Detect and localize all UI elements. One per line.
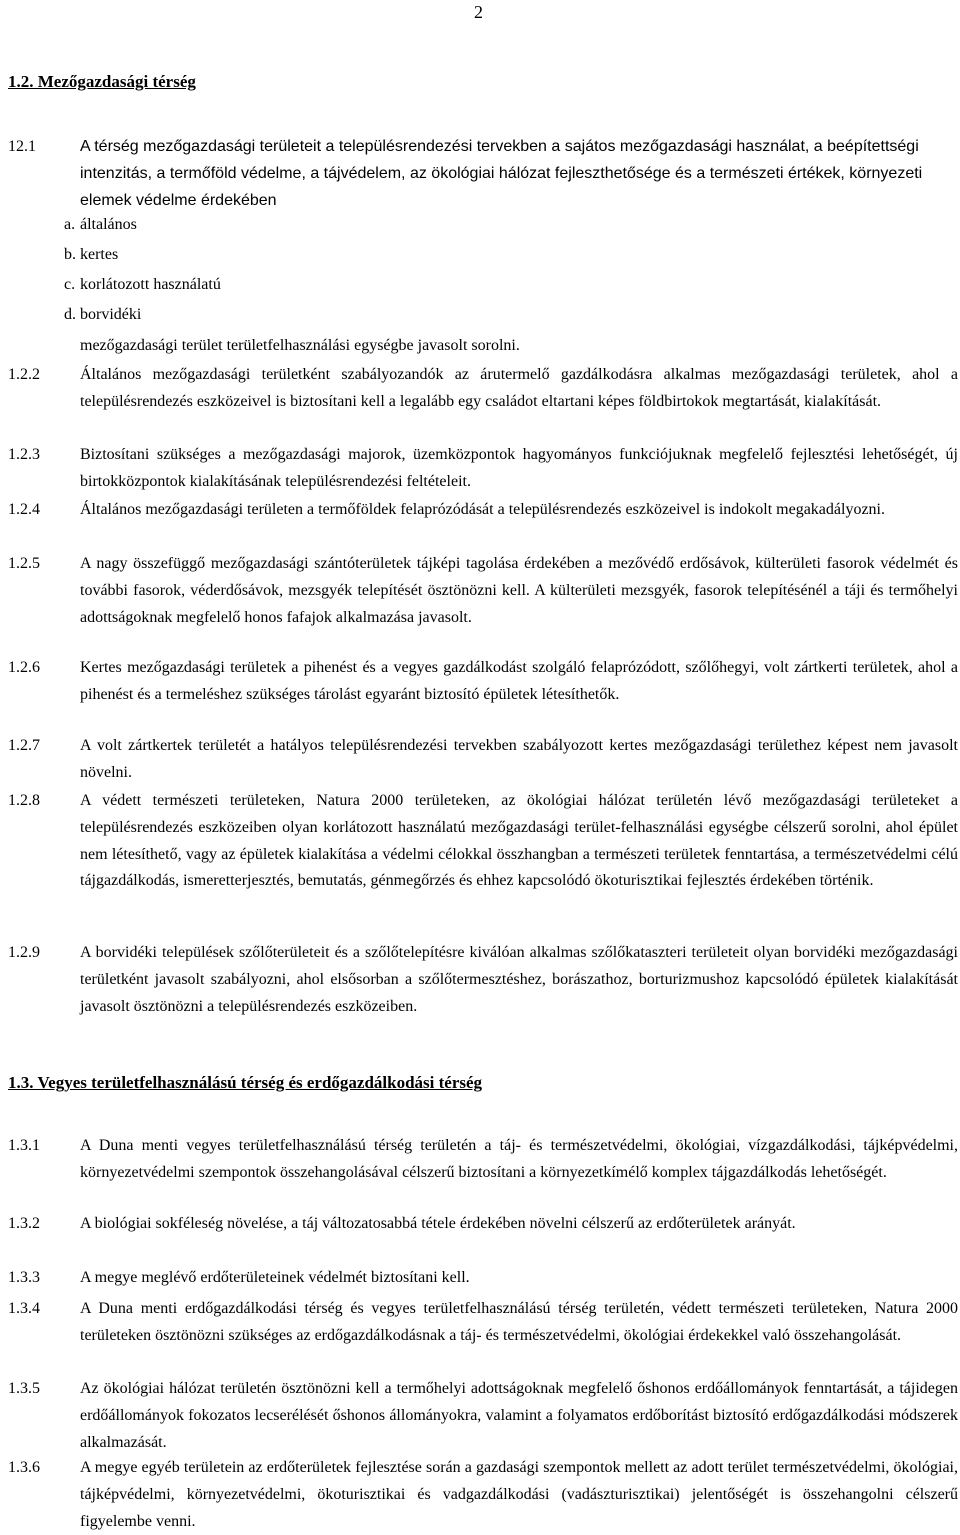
option-label: b.: [64, 246, 76, 263]
paragraph-1-2-4: [8, 497, 958, 524]
paragraph-closing: mezőgazdasági terület területfelhasználási egységbe javasolt sorolni.: [80, 337, 520, 354]
paragraph-number: 12.1: [8, 138, 36, 155]
option-item: [64, 210, 137, 241]
paragraph-number: 1.2.8: [8, 792, 40, 809]
paragraph-number: 1.2.3: [8, 446, 40, 463]
paragraph-1-2-3: [8, 442, 958, 496]
paragraph-number: 1.3.2: [8, 1215, 40, 1232]
paragraph-text: Általános mezőgazdasági területen a termőföldek felaprózódását a településrendezés eszközeivel is indokolt megakadályozni.: [80, 501, 885, 518]
paragraph-number: 1.2.4: [8, 501, 40, 518]
option-text: általános: [80, 216, 137, 233]
paragraph-1-2-9: [8, 940, 958, 1020]
paragraph-1-3-2: [8, 1211, 958, 1238]
option-item: [64, 300, 141, 331]
option-label: d.: [64, 306, 76, 323]
paragraph-number: 1.3.6: [8, 1459, 40, 1476]
paragraph-number: 1.2.2: [8, 366, 40, 383]
option-text: korlátozott használatú: [80, 276, 221, 293]
paragraph-text: A védett természeti területeken, Natura 2000 területeken, az ökológiai hálózat területén lévő mezőgazdasági területeket a településrendezés eszközeiben olyan korlátozott használatú mezőgazdasági terület-felhasználási egységbe célszerű sorolni, ahol épület nem létesíthető, vagy az épületek kialakítása a védelmi célokkal összhangban a természeti területek fenntartása, a természetvédelmi célú tájgazdálkodás, ismeretterjesztés, bemutatás, génmegőrzés és ehhez kapcsolódó ökoturisztikai fejlesztés érdekében történik.: [80, 792, 958, 890]
section-title-1-2: 1.2. Mezőgazdasági térség: [8, 72, 196, 91]
paragraph-1-3-6: [8, 1455, 958, 1535]
paragraph-number: 1.2.9: [8, 944, 40, 961]
paragraph-1-2-8: [8, 788, 958, 895]
paragraph-text: A megye egyéb területein az erdőterületek fejlesztése során a gazdasági szempontok mellett az adott terület természetvédelmi, ökológiai, tájképvédelmi, környezetvédelmi, ökoturisztikai és vadgazdálkodási (vadászturisztikai) jelentőségét is összehangolni célszerű figyelembe venni.: [80, 1459, 958, 1530]
paragraph-text: A megye meglévő erdőterületeinek védelmét biztosítani kell.: [80, 1269, 470, 1286]
paragraph-text: Kertes mezőgazdasági területek a pihenést és a vegyes gazdálkodást szolgáló felaprózódott, szőlőhegyi, volt zártkerti területek, ahol a pihenést és a termeléshez szükséges tárolást egyaránt biztosító épületek létesíthetők.: [80, 659, 958, 703]
paragraph-number: 1.3.4: [8, 1300, 40, 1317]
paragraph-number: 1.2.6: [8, 659, 40, 676]
paragraph-text: Az ökológiai hálózat területén ösztönözni kell a termőhelyi adottságoknak megfelelő őshonos erdőállományok fenntartását, a tájidegen erdőállományok fokozatos lecserélését őshonos állományokra, valamint a folyamatos erdőborítást biztosító erdőgazdálkodási módszerek alkalmazását.: [80, 1380, 958, 1451]
paragraph-1-2-2: [8, 362, 958, 416]
paragraph-text: Általános mezőgazdasági területként szabályozandók az árutermelő gazdálkodásra alkalmas mezőgazdasági területek, ahol a településrendezés eszközeivel is biztosítani kell a legalább egy családot eltartani képes földbirtokok megtartását, kialakítását.: [80, 366, 958, 410]
paragraph-text: A nagy összefüggő mezőgazdasági szántóterületek tájképi tagolása érdekében a mezővédő erdősávok, külterületi fasorok védelmét és további fasorok, véderdősávok, mezsgyék telepítését ösztönözni kell. A külterületi mezsgyék, fasorok telepítésénél a táji és termőhelyi adottságoknak megfelelő honos fafajok alkalmazása javasolt.: [80, 555, 958, 626]
paragraph-number: 1.3.5: [8, 1380, 40, 1397]
paragraph-1-2-6: [8, 655, 958, 709]
paragraph-text: A volt zártkertek területét a hatályos településrendezési tervekben szabályozott kertes mezőgazdasági területhez képest nem javasolt növelni.: [80, 737, 958, 781]
page-number: 2: [474, 2, 483, 22]
paragraph-text: A biológiai sokféleség növelése, a táj változatosabbá tétele érdekében növelni célszerű az erdőterületek arányát.: [80, 1215, 796, 1232]
paragraph-text: A Duna menti erdőgazdálkodási térség és vegyes területfelhasználású térség területén, védett természeti területeken, Natura 2000 területeken ösztönözni szükséges az erdőgazdálkodásnak a táj- és természetvédelmi, ökológiai érdekekkel való összehangolását.: [80, 1300, 958, 1344]
paragraph-12-1: [8, 134, 958, 214]
paragraph-1-3-3: [8, 1265, 958, 1292]
option-text: kertes: [80, 246, 119, 263]
option-item: [64, 240, 118, 271]
paragraph-text: A Duna menti vegyes területfelhasználású térség területén a táj- és természetvédelmi, ökológiai, vízgazdálkodási, tájképvédelmi, környezetvédelmi szempontok összehangolásával célszerű biztosítani a környezetkímélő komplex tájgazdálkodás lehetőségét.: [80, 1137, 958, 1181]
option-label: c.: [64, 276, 76, 293]
section-title-1-3: 1.3. Vegyes területfelhasználású térség és erdőgazdálkodási térség: [8, 1073, 483, 1092]
paragraph-number: 1.2.5: [8, 555, 40, 572]
paragraph-1-2-5: [8, 551, 958, 631]
paragraph-number: 1.3.3: [8, 1269, 40, 1286]
paragraph-1-3-5: [8, 1376, 958, 1456]
option-label: a.: [64, 216, 76, 233]
paragraph-number: 1.2.7: [8, 737, 40, 754]
option-text: borvidéki: [80, 306, 142, 323]
paragraph-text: A borvidéki települések szőlőterületeit és a szőlőtelepítésre kiválóan alkalmas szőlőkataszteri területeit olyan borvidéki mezőgazdasági területként javasolt szabályozni, ahol elsősorban a szőlőtermesztéshez, borászathoz, borturizmushoz kapcsolódó épületek kialakítását javasolt ösztönözni a településrendezés eszközeiben.: [80, 944, 958, 1015]
paragraph-number: 1.3.1: [8, 1137, 40, 1154]
paragraph-text: Biztosítani szükséges a mezőgazdasági majorok, üzemközpontok hagyományos funkciójuknak megfelelő fejlesztési lehetőségét, új birtokközpontok kialakításának településrendezési feltételeit.: [80, 446, 958, 490]
paragraph-1-2-7: [8, 733, 958, 787]
option-item: [64, 270, 221, 301]
paragraph-1-3-4: [8, 1296, 958, 1350]
paragraph-1-3-1: [8, 1133, 958, 1187]
paragraph-text: A térség mezőgazdasági területeit a településrendezési tervekben a sajátos mezőgazdasági használat, a beépítettségi intenzitás, a termőföld védelme, a tájvédelem, az ökológiai hálózat fejleszthetősége és a természeti értékek, környezeti elemek védelme érdekében: [80, 138, 923, 209]
